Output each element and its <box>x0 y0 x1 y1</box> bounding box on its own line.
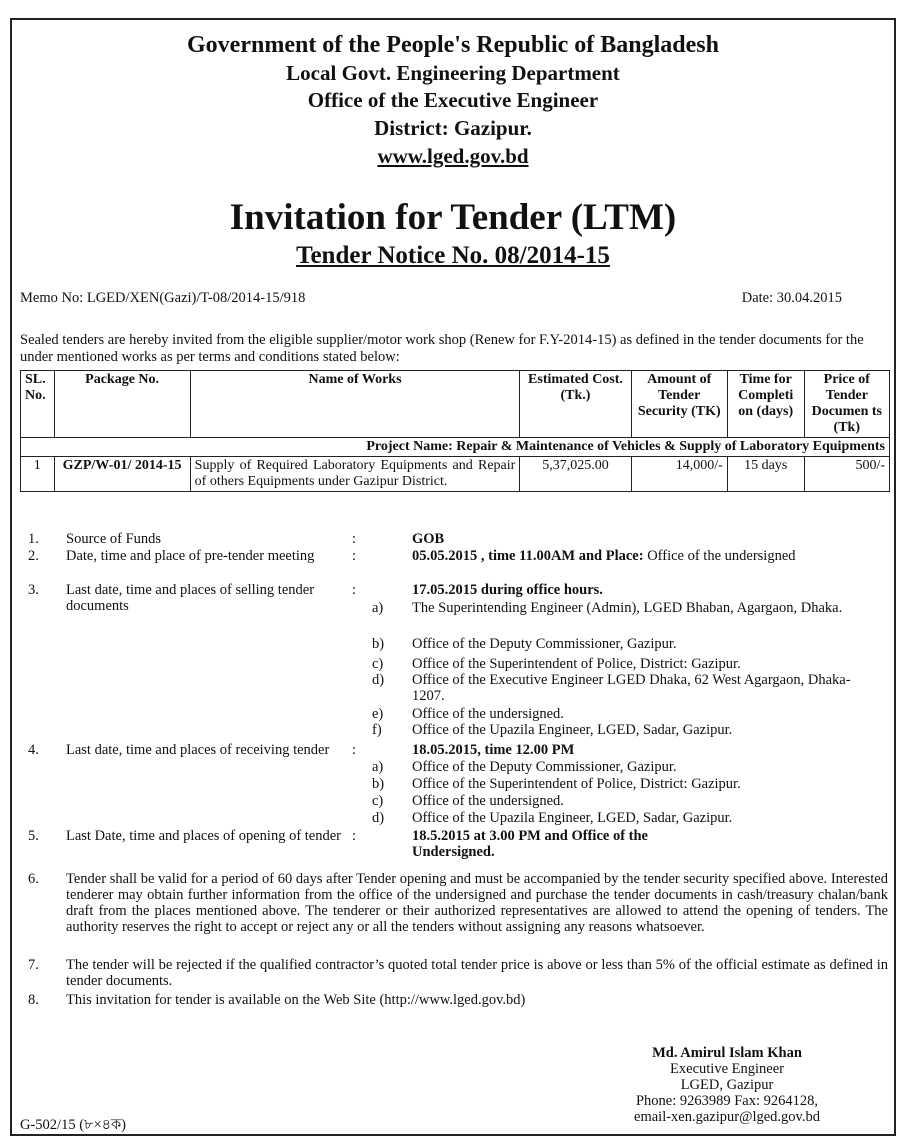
tender-table <box>20 370 890 492</box>
sub-key: b) <box>372 776 385 792</box>
pre-tender-datetime: 05.05.2015 , time 11.00AM and Place: <box>412 548 644 564</box>
signatory-email: email-xen.gazipur@lged.gov.bd <box>634 1109 820 1125</box>
sub-key: d) <box>372 672 385 688</box>
sub-key: a) <box>372 759 384 775</box>
cell-name: Supply of Required Laboratory Equipments and Repair of others Equipments under Gazipur District. <box>190 457 520 492</box>
item-label: Last date, time and places of selling tender documents <box>66 582 315 614</box>
item-value: 18.05.2015, time 12.00 PM <box>412 742 575 758</box>
project-name: Project Name: Repair & Maintenance of Vehicles & Supply of Laboratory Equipments <box>21 438 890 457</box>
header-department: Local Govt. Engineering Department <box>286 61 620 85</box>
item-colon: : <box>352 582 357 598</box>
signature-block <box>572 1045 882 1125</box>
item-label: Date, time and place of pre-tender meeting <box>66 548 315 564</box>
item-label: Source of Funds <box>66 531 162 547</box>
header-estimated-cost: Estimated Cost. (Tk.) <box>520 371 631 438</box>
sub-key: e) <box>372 706 384 722</box>
cell-package: GZP/W-01/ 2014-15 <box>54 457 190 492</box>
item-label: Last Date, time and places of opening of tender <box>66 828 341 844</box>
pre-tender-place: Office of the undersigned <box>643 548 796 564</box>
header-office: Office of the Executive Engineer <box>307 88 599 112</box>
item-number: 1. <box>28 531 39 547</box>
sub-key: c) <box>372 793 384 809</box>
item-paragraph: Tender shall be valid for a period of 60 days after Tender opening and must be accompanied by the tender security specified above. Interested tenderer may obtain further information from the office of the undersigned and purchase the tender documents in cash/treasury chalan/bank draft from the places mentioned above. The tenderer or their authorized representatives are allowed to attend the opening of tenders. The authority reserves the right to accept or reject any or all the tenders without assigning any reasons whatsoever. <box>66 871 888 935</box>
sub-value: The Superintending Engineer (Admin), LGED Bhaban, Agargaon, Dhaka. <box>412 600 843 616</box>
memo-number: Memo No: LGED/XEN(Gazi)/T-08/2014-15/918 <box>20 290 306 306</box>
cell-security: 14,000/- <box>631 457 727 492</box>
item-number: 6. <box>28 871 39 887</box>
header-time: Time for Completi on (days) <box>727 371 804 438</box>
signatory-office: LGED, Gazipur <box>680 1077 774 1093</box>
item-colon: : <box>352 828 357 844</box>
sub-value: Office of the Deputy Commissioner, Gazipur. <box>412 759 677 775</box>
header-name-of-works: Name of Works <box>190 371 520 438</box>
item-paragraph: The tender will be rejected if the qualified contractor’s quoted total tender price is above or less than 5% of the official estimate as defined in tender documents. <box>66 957 888 989</box>
sub-key: f) <box>372 722 382 738</box>
sub-value: Office of the Superintendent of Police, District: Gazipur. <box>412 656 741 672</box>
signatory-name: Md. Amirul Islam Khan <box>652 1045 802 1061</box>
item-value: 18.5.2015 at 3.00 PM and Office of the Undersigned. <box>412 828 648 860</box>
sub-value: Office of the Deputy Commissioner, Gazipur. <box>412 636 677 652</box>
item-number: 7. <box>28 957 39 973</box>
item-number: 3. <box>28 582 39 598</box>
item-number: 2. <box>28 548 39 564</box>
signatory-designation: Executive Engineer <box>670 1061 784 1077</box>
website-link[interactable]: www.lged.gov.bd <box>377 144 529 168</box>
item-value: GOB <box>412 531 445 547</box>
header-price: Price of Tender Documen ts (Tk) <box>804 371 889 438</box>
item-value: 17.05.2015 during office hours. <box>412 582 603 598</box>
print-code: G-502/15 (৮×৪ক) <box>20 1117 127 1133</box>
tender-notice-text: Tender Notice No. 08/2014-15 <box>296 242 610 269</box>
sub-value: Office of the undersigned. <box>412 706 564 722</box>
sub-value: Office of the Superintendent of Police, District: Gazipur. <box>412 776 741 792</box>
header-website <box>12 144 894 169</box>
sub-key: b) <box>372 636 385 652</box>
item-number: 5. <box>28 828 39 844</box>
cell-time: 15 days <box>727 457 804 492</box>
sub-value: Office of the Executive Engineer LGED Dhaka, 62 West Agargaon, Dhaka-1207. <box>412 672 851 704</box>
table-header-row <box>21 371 890 438</box>
table-row <box>21 457 890 492</box>
item-colon: : <box>352 548 357 564</box>
header-government: Government of the People's Republic of Bangladesh <box>187 32 719 58</box>
header-tender-security: Amount of Tender Security (TK) <box>631 371 727 438</box>
cell-cost: 5,37,025.00 <box>520 457 631 492</box>
item-paragraph: This invitation for tender is available on the Web Site (http://www.lged.gov.bd) <box>66 992 526 1008</box>
item-value <box>412 548 882 564</box>
cell-sl: 1 <box>21 457 55 492</box>
item-number: 4. <box>28 742 39 758</box>
item-number: 8. <box>28 992 39 1008</box>
notice-date: Date: 30.04.2015 <box>741 290 842 306</box>
intro-paragraph: Sealed tenders are hereby invited from the eligible supplier/motor work shop (Renew for F.Y-2014-15) as defined in the tender documents for the under mentioned works as per terms and conditions stated below: <box>20 332 864 365</box>
header-district: District: Gazipur. <box>374 116 532 140</box>
cell-price: 500/- <box>804 457 889 492</box>
sub-value: Office of the undersigned. <box>412 793 564 809</box>
item-colon: : <box>352 742 357 758</box>
tender-notice-frame <box>10 18 896 1136</box>
sub-value: Office of the Upazila Engineer, LGED, Sadar, Gazipur. <box>412 722 733 738</box>
sub-value: Office of the Upazila Engineer, LGED, Sadar, Gazipur. <box>412 810 733 826</box>
tender-notice-number <box>12 242 894 270</box>
header-sl: SL. No. <box>21 371 55 438</box>
signatory-phone: Phone: 9263989 Fax: 9264128, <box>635 1093 819 1109</box>
item-label: Last date, time and places of receiving tender <box>66 742 330 758</box>
table-project-row <box>21 438 890 457</box>
sub-key: a) <box>372 600 384 616</box>
header-package: Package No. <box>54 371 190 438</box>
sub-key: c) <box>372 656 384 672</box>
page-title: Invitation for Tender (LTM) <box>229 197 677 238</box>
item-colon: : <box>352 531 357 547</box>
sub-key: d) <box>372 810 385 826</box>
